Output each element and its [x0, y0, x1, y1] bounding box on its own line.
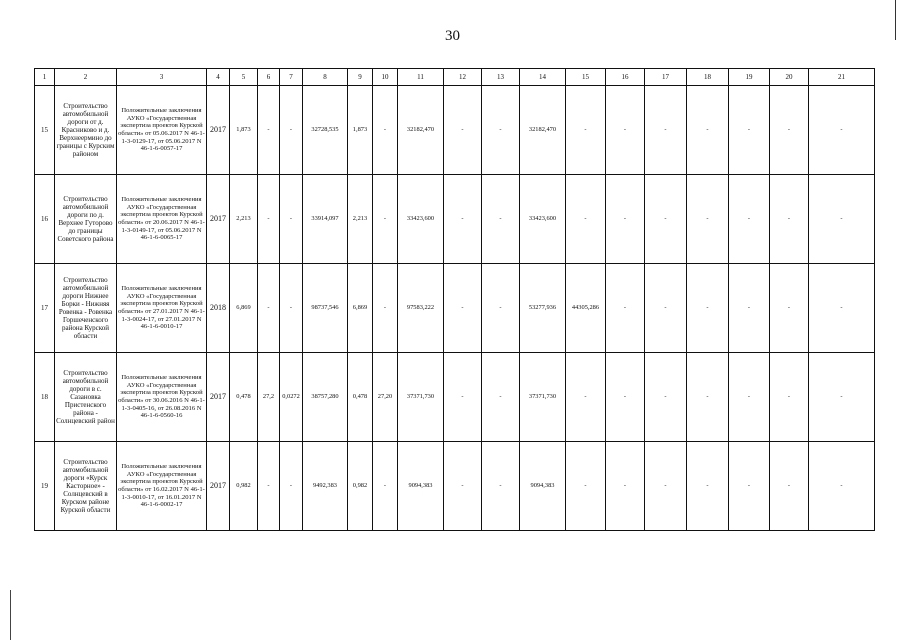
table-cell-conclusion: Положительные заключения АУКО «Государственная экспертиза проектов Курской области» от 16.02.2017 N 46-1-1-3-0010-17, от 16.01.2017 N 46-1-6-0002-17 — [117, 442, 207, 531]
table-cell-no: 15 — [35, 86, 55, 175]
table-cell-year: 2017 — [207, 353, 230, 442]
table-cell-c12: - — [444, 86, 482, 175]
table-cell-c11: 97583,222 — [398, 264, 444, 353]
column-header: 7 — [280, 69, 303, 86]
table-cell-c10: - — [373, 86, 398, 175]
table-cell-c20: - — [770, 175, 809, 264]
table-cell-c9: 0,478 — [348, 353, 373, 442]
table-cell-c11: 32182,470 — [398, 86, 444, 175]
table-cell-c12: - — [444, 264, 482, 353]
table-cell-c18: - — [687, 442, 729, 531]
column-header: 20 — [770, 69, 809, 86]
table-cell-c13: - — [482, 86, 520, 175]
table-cell-year: 2018 — [207, 264, 230, 353]
table-cell-c5: 0,982 — [230, 442, 258, 531]
column-header: 5 — [230, 69, 258, 86]
table-cell-c17: - — [645, 442, 687, 531]
table-cell-c16: - — [606, 175, 645, 264]
table-cell-c6: - — [258, 86, 280, 175]
table-cell-conclusion: Положительные заключения АУКО «Государственная экспертиза проектов Курской области» от 27.01.2017 N 46-1-1-3-0024-17, от 27.01.2017 N 46-1-6-0010-17 — [117, 264, 207, 353]
projects-table — [34, 68, 875, 531]
column-header: 1 — [35, 69, 55, 86]
table-row — [35, 442, 875, 531]
column-header: 3 — [117, 69, 207, 86]
table-cell-c9: 0,982 — [348, 442, 373, 531]
table-cell-c6: - — [258, 175, 280, 264]
table-cell-c13: - — [482, 175, 520, 264]
table-cell-c16: - — [606, 353, 645, 442]
table-cell-c9: 1,873 — [348, 86, 373, 175]
column-header: 18 — [687, 69, 729, 86]
table-cell-c6: - — [258, 264, 280, 353]
table-cell-c11: 37371,730 — [398, 353, 444, 442]
table-cell-c9: 2,213 — [348, 175, 373, 264]
table-cell-c15: 44305,286 — [566, 264, 606, 353]
table-cell-c21: - — [809, 353, 875, 442]
table-cell-c18: - — [687, 353, 729, 442]
column-header: 6 — [258, 69, 280, 86]
table-cell-no: 18 — [35, 353, 55, 442]
table-row — [35, 353, 875, 442]
table-cell-name: Строительство автомобильной дороги Нижнее Борки - Нижняя Ровенка - Ровенка Горшеченского района Курской области — [55, 264, 117, 353]
table-cell-c14: 9094,383 — [520, 442, 566, 531]
table-cell-c11: 9094,383 — [398, 442, 444, 531]
table-cell-conclusion: Положительные заключения АУКО «Государственная экспертиза проектов Курской области» от 05.06.2017 N 46-1-1-3-0129-17, от 05.06.2017 N 46-1-6-0057-17 — [117, 86, 207, 175]
table-cell-c19: - — [729, 86, 770, 175]
table-cell-c10: 27,20 — [373, 353, 398, 442]
table-cell-c15: - — [566, 442, 606, 531]
table-cell-conclusion: Положительные заключения АУКО «Государственная экспертиза проектов Курской области» от 20.06.2017 N 46-1-1-3-0149-17, от 05.06.2017 N 46-1-6-0065-17 — [117, 175, 207, 264]
column-header: 14 — [520, 69, 566, 86]
table-cell-conclusion: Положительные заключения АУКО «Государственная экспертиза проектов Курской области» от 30.06.2016 N 46-1-1-3-0405-16, от 26.08.2016 N 46-1-6-0560-16 — [117, 353, 207, 442]
column-header: 16 — [606, 69, 645, 86]
table-cell-c20: - — [770, 86, 809, 175]
table-cell-year: 2017 — [207, 86, 230, 175]
table-cell-c16: - — [606, 442, 645, 531]
table-cell-c21: - — [809, 86, 875, 175]
column-header: 13 — [482, 69, 520, 86]
table-cell-c17: - — [645, 353, 687, 442]
table-cell-c15: - — [566, 353, 606, 442]
table-cell-c12: - — [444, 353, 482, 442]
table-row — [35, 86, 875, 175]
column-header: 4 — [207, 69, 230, 86]
table-cell-no: 16 — [35, 175, 55, 264]
table-row — [35, 175, 875, 264]
column-header: 9 — [348, 69, 373, 86]
table-cell-c14: 32182,470 — [520, 86, 566, 175]
header-row — [35, 69, 875, 86]
table-cell-c14: 33423,600 — [520, 175, 566, 264]
table-cell-c19: - — [729, 442, 770, 531]
column-header: 17 — [645, 69, 687, 86]
table-cell-c13: - — [482, 442, 520, 531]
table-cell-c12: - — [444, 442, 482, 531]
table-cell-c13: - — [482, 264, 520, 353]
table-cell-c11: 33423,600 — [398, 175, 444, 264]
table-cell-c8: 38757,280 — [303, 353, 348, 442]
table-cell-year: 2017 — [207, 175, 230, 264]
column-header: 21 — [809, 69, 875, 86]
table-cell-c6: 27,2 — [258, 353, 280, 442]
table-cell-c20: - — [770, 353, 809, 442]
table-cell-c7: - — [280, 442, 303, 531]
table-cell-name: Строительство автомобильной дороги по д. Верхнее Гуторово до границы Советского района — [55, 175, 117, 264]
column-header: 19 — [729, 69, 770, 86]
table-cell-c8: 98737,546 — [303, 264, 348, 353]
column-header: 10 — [373, 69, 398, 86]
table-cell-c10: - — [373, 175, 398, 264]
table-cell-c6: - — [258, 442, 280, 531]
table-cell-c8: 33914,097 — [303, 175, 348, 264]
table-cell-c20: - — [770, 442, 809, 531]
scan-left-line — [10, 590, 11, 640]
table-cell-c21: - — [809, 264, 875, 353]
table-cell-c19: - — [729, 353, 770, 442]
table-cell-c16: - — [606, 264, 645, 353]
table-cell-c7: - — [280, 175, 303, 264]
table-cell-c17: - — [645, 175, 687, 264]
column-header: 12 — [444, 69, 482, 86]
table-cell-c13: - — [482, 353, 520, 442]
table-cell-no: 19 — [35, 442, 55, 531]
table-cell-year: 2017 — [207, 442, 230, 531]
table-cell-c7: - — [280, 86, 303, 175]
table-cell-c19: - — [729, 175, 770, 264]
table-cell-c17: - — [645, 264, 687, 353]
table-cell-c10: - — [373, 442, 398, 531]
column-header: 11 — [398, 69, 444, 86]
table-cell-c8: 32728,535 — [303, 86, 348, 175]
table-cell-c7: 0,0272 — [280, 353, 303, 442]
table-cell-c12: - — [444, 175, 482, 264]
table-cell-c10: - — [373, 264, 398, 353]
table-cell-c5: 0,478 — [230, 353, 258, 442]
table-cell-c18: - — [687, 86, 729, 175]
table-cell-c21: - — [809, 442, 875, 531]
table-cell-c7: - — [280, 264, 303, 353]
table-cell-c17: - — [645, 86, 687, 175]
table-cell-c5: 2,213 — [230, 175, 258, 264]
table-cell-c20: - — [770, 264, 809, 353]
table-cell-c15: - — [566, 86, 606, 175]
table-cell-c18: - — [687, 264, 729, 353]
column-header: 2 — [55, 69, 117, 86]
table-cell-c19: - — [729, 264, 770, 353]
table-cell-c14: 37371,730 — [520, 353, 566, 442]
table-cell-c5: 6,869 — [230, 264, 258, 353]
column-header: 8 — [303, 69, 348, 86]
table-cell-c8: 9492,383 — [303, 442, 348, 531]
table-cell-name: Строительство автомобильной дороги в с. Сазановка Пристенского района - Солнцевский район — [55, 353, 117, 442]
table-cell-c5: 1,873 — [230, 86, 258, 175]
table-cell-c15: - — [566, 175, 606, 264]
table-cell-c14: 53277,936 — [520, 264, 566, 353]
page-number: 30 — [445, 28, 460, 44]
table-cell-c9: 6,869 — [348, 264, 373, 353]
table-cell-c21: - — [809, 175, 875, 264]
table-cell-c18: - — [687, 175, 729, 264]
table-cell-c16: - — [606, 86, 645, 175]
table-cell-name: Строительство автомобильной дороги «Курск Касторное» - Солнцевский в Курском районе Курской области — [55, 442, 117, 531]
table-cell-no: 17 — [35, 264, 55, 353]
table-cell-name: Строительство автомобильной дороги от д. Красниково и д. Верхнеермино до границы с Курским районом — [55, 86, 117, 175]
column-header: 15 — [566, 69, 606, 86]
table-row — [35, 264, 875, 353]
